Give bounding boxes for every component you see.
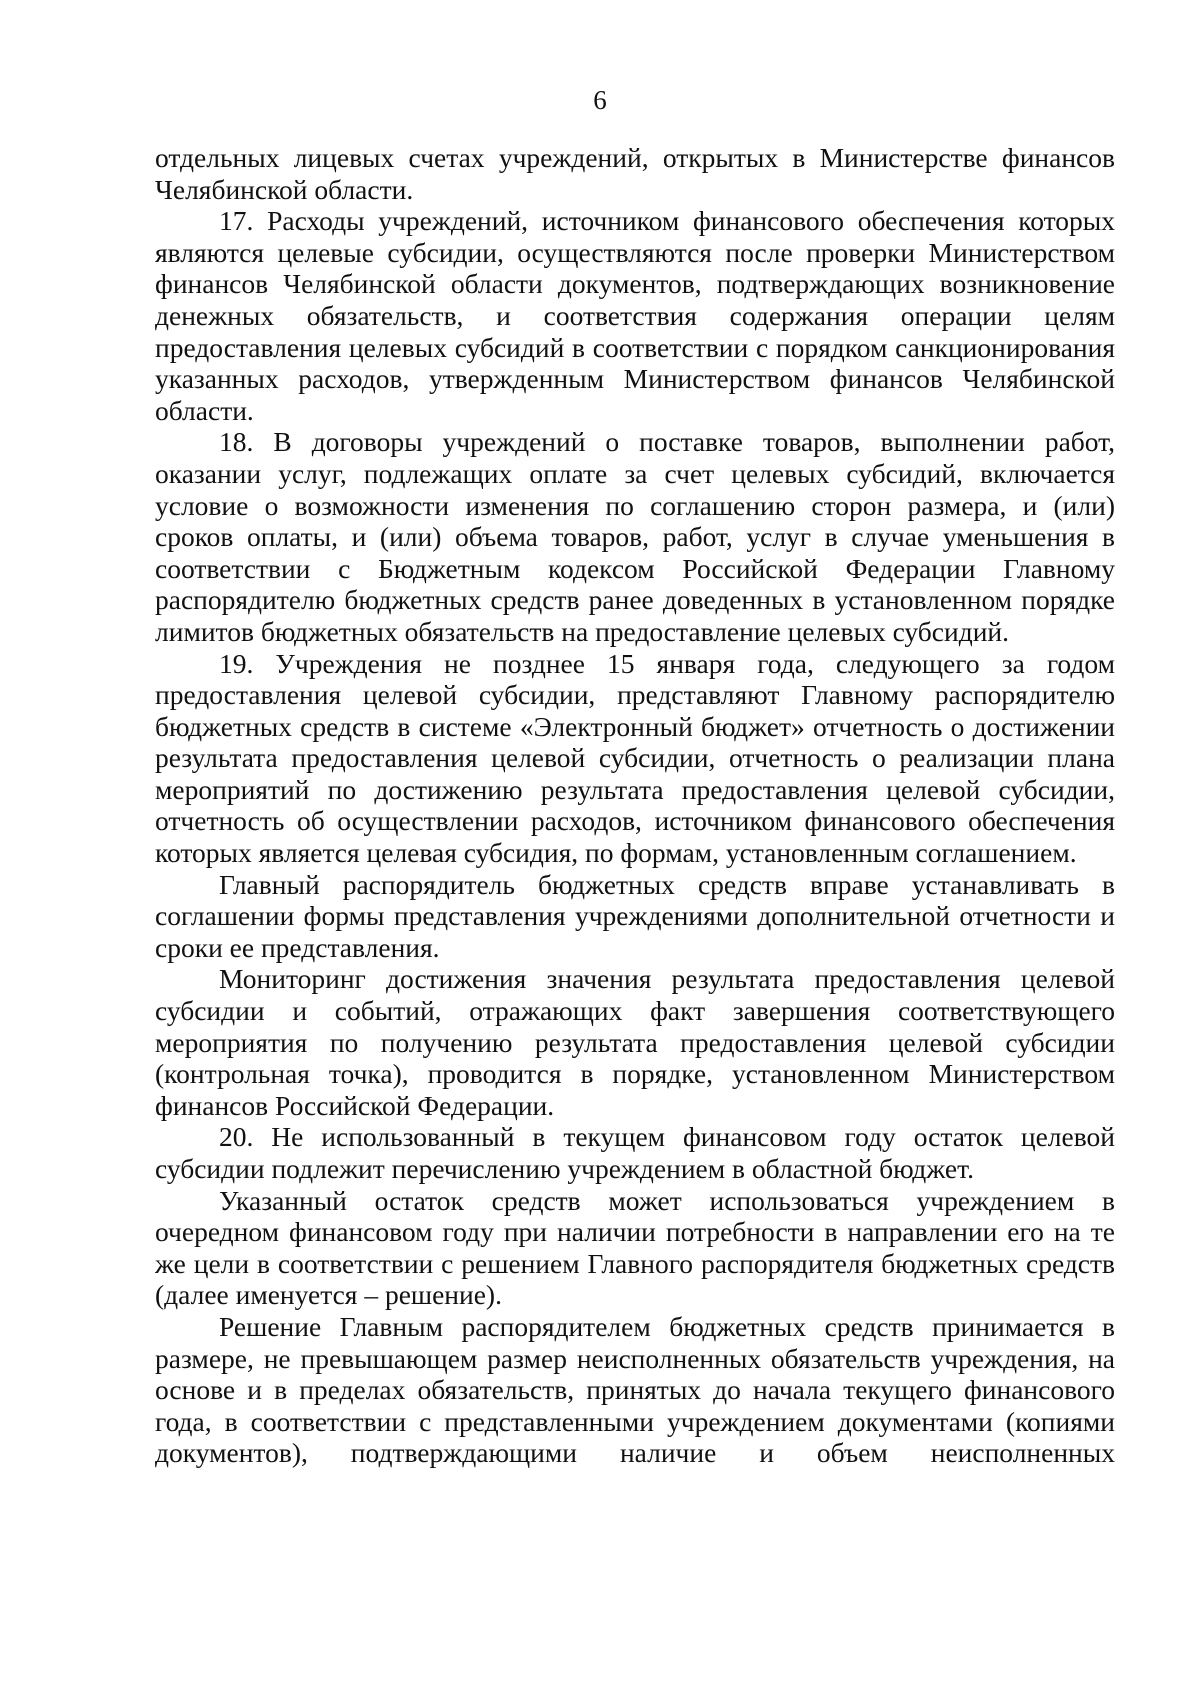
paragraph-17-expenses: 17. Расходы учреждений, источником финансового обеспечения которых являются целевые субсидии, осуществляются после проверки Министерством финансов Челябинской области документов, подтверждающих возникновение денежных обязательств, и соответствия содержания операции целям предоставления целевых субсидий в соответствии с порядком санкционирования указанных расходов, утвержденным Министерством финансов Челябинской области.: [155, 205, 1115, 426]
paragraph-monitoring: Мониторинг достижения значения результата предоставления целевой субсидии и событий, отражающих факт завершения соответствующего мероприятия по получению результата предоставления целевой субсидии (контрольная точка), проводится в порядке, установленном Министерством финансов Российской Федерации.: [155, 963, 1115, 1121]
paragraph-additional-reporting: Главный распорядитель бюджетных средств вправе устанавливать в соглашении формы представления учреждениями дополнительной отчетности и сроки ее представления.: [155, 868, 1115, 963]
page-number: 6: [593, 85, 607, 115]
paragraph-remainder-use: Указанный остаток средств может использоваться учреждением в очередном финансовом году при наличии потребности в направлении его на те же цели в соответствии с решением Главного распорядителя бюджетных средств (далее именуется – решение).: [155, 1184, 1115, 1311]
paragraph-20-remainder: 20. Не использованный в текущем финансовом году остаток целевой субсидии подлежит перечислению учреждением в областной бюджет.: [155, 1121, 1115, 1184]
paragraph-19-reporting: 19. Учреждения не позднее 15 января года, следующего за годом предоставления целевой субсидии, представляют Главному распорядителю бюджетных средств в системе «Электронный бюджет» отчетность о достижении результата предоставления целевой субсидии, отчетность о реализации плана мероприятий по достижению результата предоставления целевой субсидии, отчетность об осуществлении расходов, источником финансового обеспечения которых является целевая субсидия, по формам, установленным соглашением.: [155, 647, 1115, 869]
paragraph-continuation: отдельных лицевых счетах учреждений, открытых в Министерстве финансов Челябинской области.: [155, 142, 1115, 205]
paragraph-decision: Решение Главным распорядителем бюджетных средств принимается в размере, не превышающем размер неисполненных обязательств учреждения, на основе и в пределах обязательств, принятых до начала текущего финансового года, в соответствии с представленными учреждением документами (копиями документов), подтверждающими наличие и объем неисполненных: [155, 1310, 1115, 1469]
paragraph-18-contracts: 18. В договоры учреждений о поставке товаров, выполнении работ, оказании услуг, подлежащих оплате за счет целевых субсидий, включается условие о возможности изменения по соглашению сторон размера, и (или) сроков оплаты, и (или) объема товаров, работ, услуг в случае уменьшения в соответствии с Бюджетным кодексом Российской Федерации Главному распорядителю бюджетных средств ранее доведенных в установленном порядке лимитов бюджетных обязательств на предоставление целевых субсидий.: [155, 426, 1115, 647]
document-body: [155, 142, 1115, 1469]
